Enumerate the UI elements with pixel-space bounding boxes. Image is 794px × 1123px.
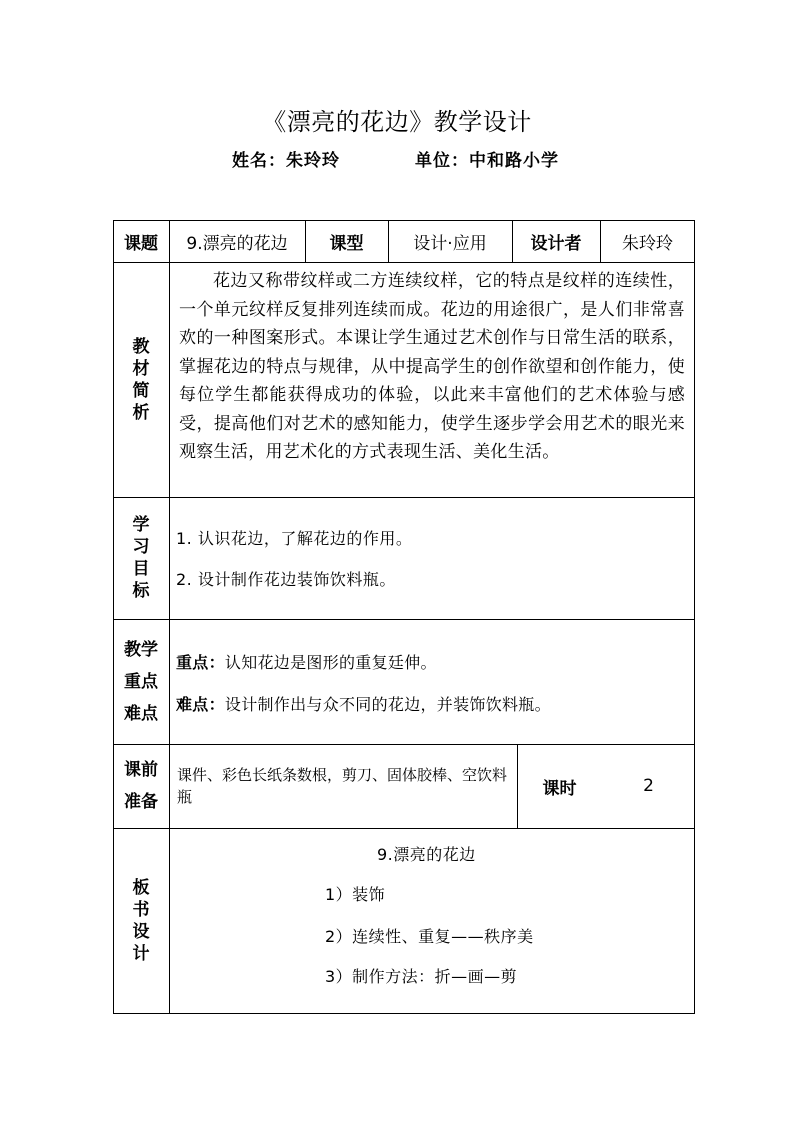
keypoints-label-line: 重点 [124, 671, 158, 692]
board-label-char: 书 [132, 899, 150, 920]
keypoints-label-line: 教学 [124, 639, 158, 660]
table-rule [113, 497, 695, 498]
author-unit: 单位：中和路小学 [415, 151, 559, 171]
prep-label-line: 课前 [124, 760, 158, 780]
hours-label: 课时 [542, 778, 577, 799]
document-title: 《漂亮的花边》教学设计 [262, 108, 532, 136]
type-label: 课型 [329, 233, 364, 254]
keypoints-label [113, 619, 169, 744]
table-border-bottom [113, 1013, 695, 1014]
keypoints-label-line: 难点 [124, 703, 158, 724]
prep-text: 课件、彩色长纸条数根，剪刀、固体胶棒、空饮料瓶 [177, 766, 508, 806]
board-line: 2）连续性、重复——秩序美 [325, 927, 534, 946]
material-label-char: 教 [132, 336, 150, 357]
material-label [113, 262, 169, 497]
goals-label-char: 学 [132, 515, 150, 535]
board-line: 1）装饰 [325, 885, 386, 904]
material-text: 花边又称带纹样或二方连续纹样，它的特点是纹样的连续性，一个单元纹样反复排列连续而成。花边的用途很广，是人们非常喜欢的一种图案形式。本课让学生通过艺术创作与日常生活的联系，掌握花边的特点与规律，从中提高学生的创作欲望和创作能力，使每位学生都能获得成功的体验，以此来丰富他们的艺术体验与感受，提高他们对艺术的感知能力，使学生逐步学会用艺术的眼光来观察生活，用艺术化的方式表现生活、美化生活。 [179, 271, 685, 462]
material-label-char: 简 [132, 380, 150, 401]
board-line: 3）制作方法：折—画—剪 [325, 967, 518, 986]
designer-label: 设计者 [530, 233, 582, 254]
type-value: 设计·应用 [413, 233, 487, 254]
lesson-plan-table [113, 220, 695, 1014]
goals-label-char: 习 [132, 537, 150, 557]
hours-value: 2 [643, 776, 654, 796]
difficulty-label: 难点： [176, 695, 225, 714]
prep-label [113, 744, 169, 828]
goals-label-char: 标 [132, 581, 150, 601]
goals-label [113, 497, 169, 619]
focus-text: 认知花边是图形的重复廷伸。 [224, 653, 437, 672]
material-label-char: 析 [132, 402, 150, 423]
goal-item: 1. 认识花边，了解花边的作用。 [176, 529, 413, 548]
difficulty-point [176, 692, 551, 715]
goals-label-char: 目 [132, 559, 150, 579]
goal-item: 2. 设计制作花边装饰饮料瓶。 [176, 570, 396, 589]
topic-label: 课题 [124, 233, 158, 254]
board-label-char: 板 [132, 877, 150, 898]
difficulty-text: 设计制作出与众不同的花边，并装饰饮料瓶。 [224, 695, 551, 714]
board-label-char: 计 [132, 943, 150, 964]
table-rule [113, 828, 695, 829]
board-label-char: 设 [132, 921, 150, 942]
table-rule [113, 619, 695, 620]
focus-point [176, 650, 437, 673]
board-label [113, 828, 169, 1013]
material-label-char: 材 [132, 358, 150, 379]
prep-label-line: 准备 [124, 792, 158, 812]
board-title: 9.漂亮的花边 [377, 845, 476, 864]
topic-value: 9.漂亮的花边 [186, 233, 288, 254]
designer-value: 朱玲玲 [622, 233, 673, 254]
author-name: 姓名：朱玲玲 [232, 151, 340, 171]
focus-label: 重点： [176, 653, 225, 672]
